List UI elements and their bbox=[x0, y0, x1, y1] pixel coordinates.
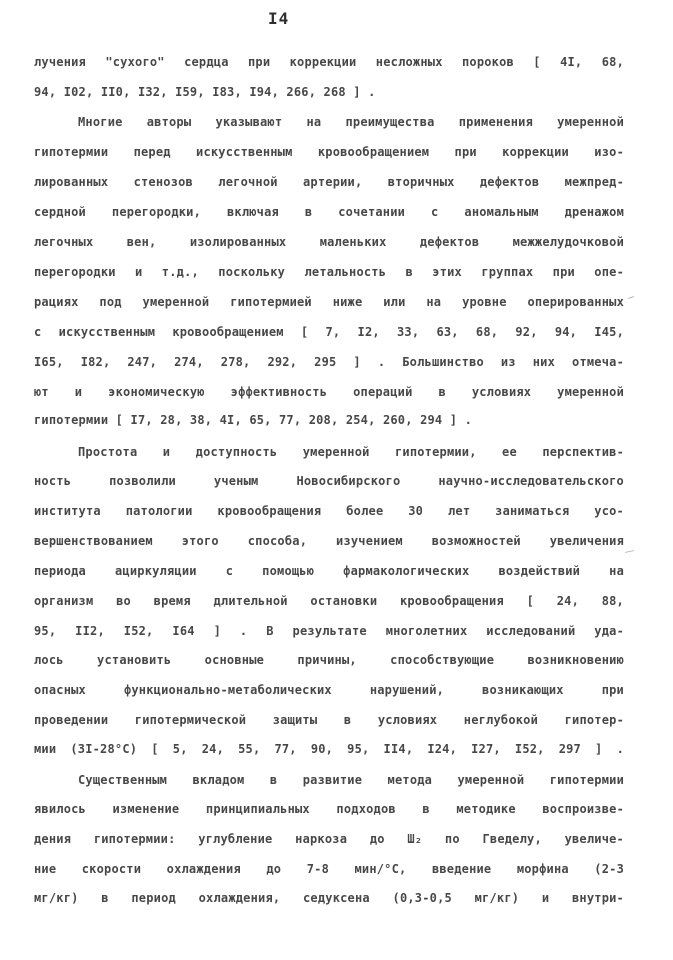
text-line: гипотермии [ I7, 28, 38, 4I, 65, 77, 208, 254, 260, 294 ] . bbox=[34, 413, 473, 427]
text-line: I65, I82, 247, 274, 278, 292, 295 ] . Большинство из них отмеча- bbox=[34, 355, 624, 369]
scan-speck bbox=[625, 550, 634, 553]
text-line: мг/кг) в период охлаждения, седуксена (0,3-0,5 мг/кг) и внутри- bbox=[34, 891, 624, 905]
text-line: Многие авторы указывают на преимущества применения умеренной bbox=[78, 115, 624, 129]
text-line: ность позволили ученым Новосибирского научно-исследовательского bbox=[34, 474, 624, 488]
text-line: с искусственным кровообращением [ 7, I2, 33, 63, 68, 92, 94, I45, bbox=[34, 325, 624, 339]
text-line: института патологии кровообращения более 30 лет заниматься усо- bbox=[34, 504, 624, 518]
text-line: ние скорости охлаждения до 7-8 мин/°С, введение морфина (2-3 bbox=[34, 862, 624, 876]
text-line: гипотермии перед искусственным кровообращением при коррекции изо- bbox=[34, 145, 624, 159]
text-line: опасных функционально-метаболических нарушений, возникающих при bbox=[34, 683, 624, 697]
text-line: Простота и доступность умеренной гипотермии, ее перспектив- bbox=[78, 445, 624, 459]
text-line: 95, II2, I52, I64 ] . В результате многолетних исследований уда- bbox=[34, 624, 624, 638]
text-line: мии (3I-28°С) [ 5, 24, 55, 77, 90, 95, II4, I24, I27, I52, 297 ] . bbox=[34, 742, 624, 756]
text-line: легочных вен, изолированных маленьких дефектов межжелудочковой bbox=[34, 235, 624, 249]
text-line: проведении гипотермической защиты в условиях неглубокой гипотер- bbox=[34, 713, 624, 727]
text-line: рациях под умеренной гипотермией ниже или на уровне оперированных bbox=[34, 295, 624, 309]
text-line: лированных стенозов легочной артерии, вторичных дефектов межпред- bbox=[34, 175, 624, 189]
text-line: перегородки и т.д., поскольку летальность в этих группах при опе- bbox=[34, 265, 624, 279]
text-line: ют и экономическую эффективность операций в условиях умеренной bbox=[34, 385, 624, 399]
text-line: периода ациркуляции с помощью фармакологических воздействий на bbox=[34, 564, 624, 578]
page-number: I4 bbox=[268, 9, 290, 28]
text-line: дения гипотермии: углубление наркоза до Ш₂ по Гведелу, увеличе- bbox=[34, 832, 624, 846]
text-line: сердной перегородки, включая в сочетании с аномальным дренажом bbox=[34, 205, 624, 219]
text-line: вершенствованием этого способа, изучением возможностей увеличения bbox=[34, 534, 624, 548]
text-line: лось установить основные причины, способствующие возникновению bbox=[34, 653, 624, 667]
text-line: явилось изменение принципиальных подходов в методике воспроизве- bbox=[34, 802, 624, 816]
scan-speck bbox=[628, 296, 634, 299]
text-line: лучения "сухого" сердца при коррекции несложных пороков [ 4I, 68, bbox=[34, 55, 624, 69]
text-line: организм во время длительной остановки кровообращения [ 24, 88, bbox=[34, 594, 624, 608]
text-line: Существенным вкладом в развитие метода умеренной гипотермии bbox=[78, 773, 624, 787]
text-line: 94, I02, II0, I32, I59, I83, I94, 266, 268 ] . bbox=[34, 85, 376, 99]
